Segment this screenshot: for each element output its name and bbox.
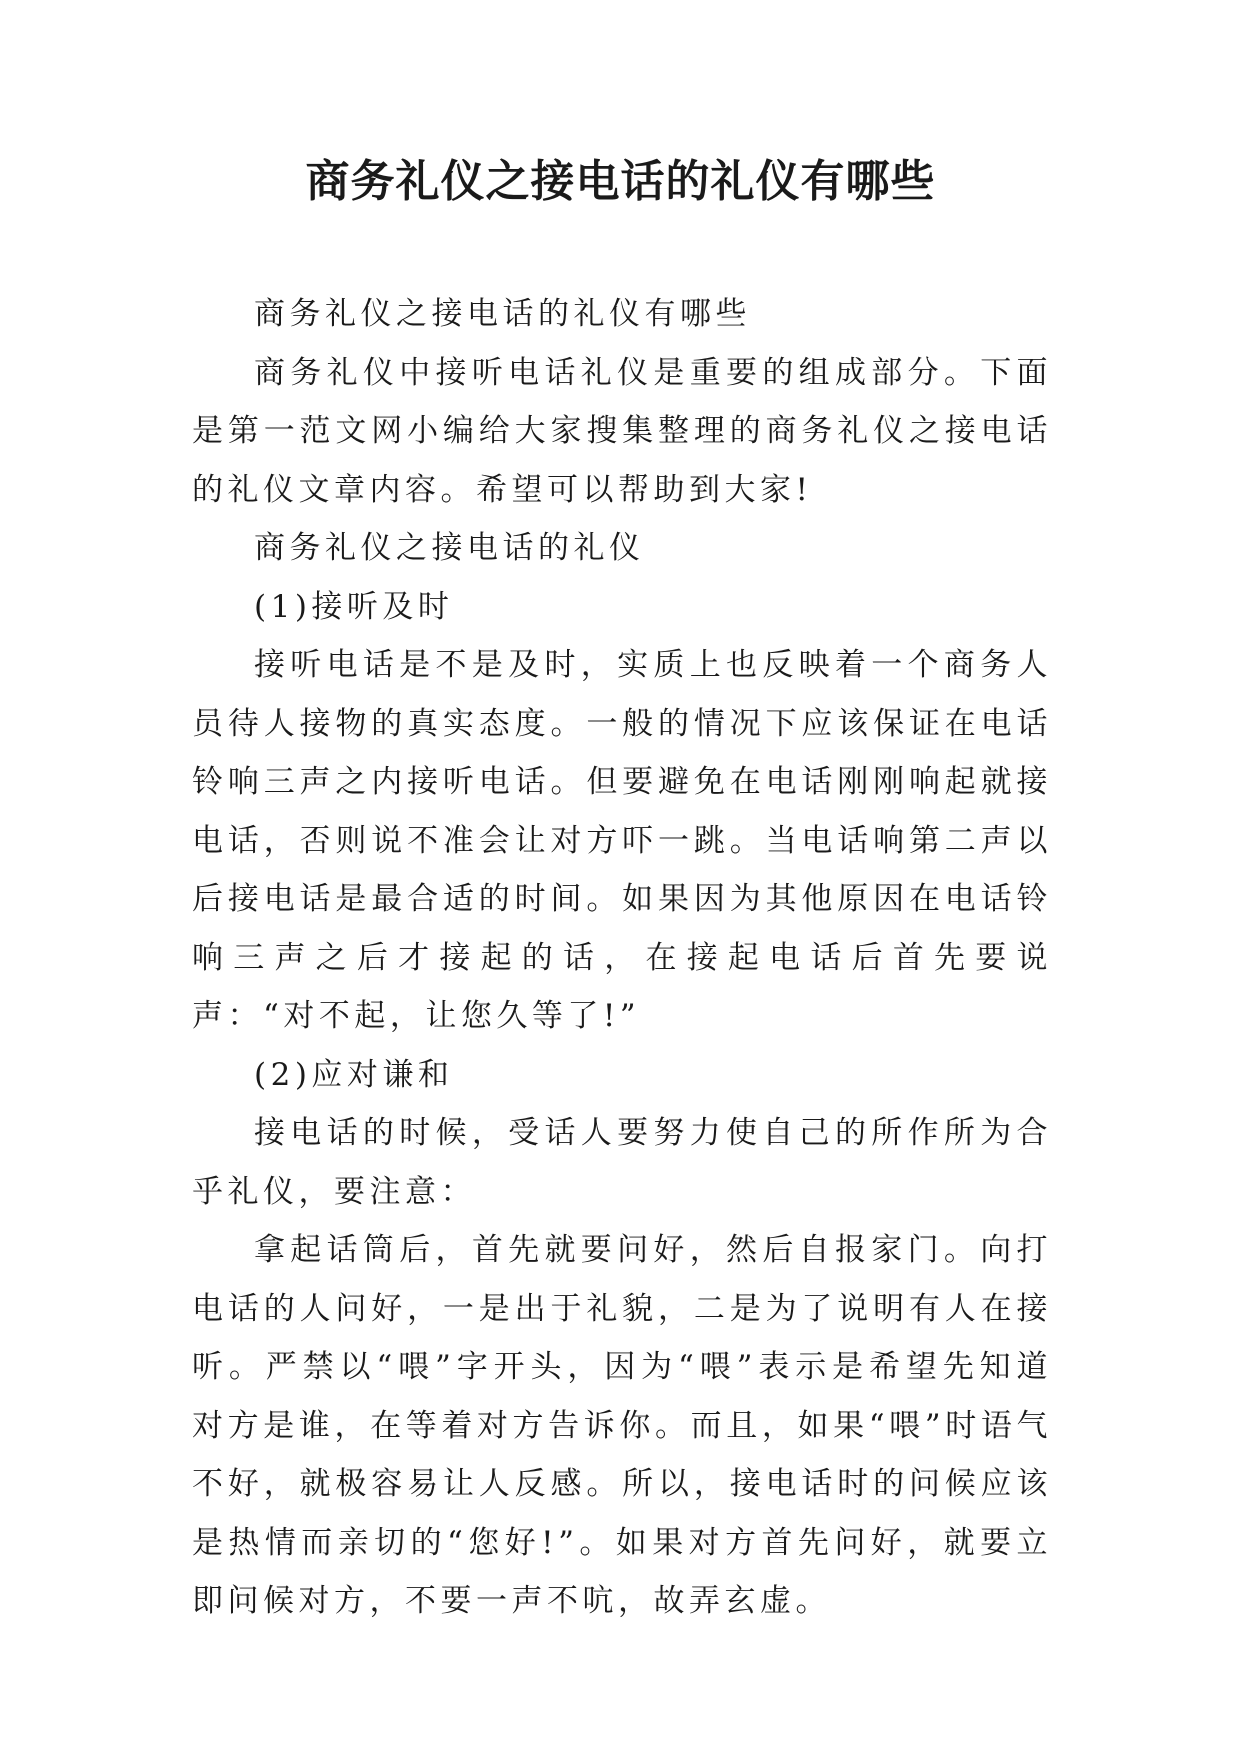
paragraph-answer-promptly: 接听电话是不是及时，实质上也反映着一个商务人员待人接物的真实态度。一般的情况下应该保证在电话铃响三声之内接听电话。但要避免在电话刚刚响起就接电话，否则说不准会让对方吓一跳。当电话响第二声以后接电话是最合适的时间。如果因为其他原因在电话铃响三声之后才接起的话，在接起电话后首先要说声：“对不起，让您久等了!”: [192, 647, 1052, 1034]
paragraph-subtitle: 商务礼仪之接电话的礼仪有哪些: [254, 296, 751, 332]
document-body: [192, 285, 1052, 1631]
paragraph-intro: 商务礼仪中接听电话礼仪是重要的组成部分。下面是第一范文网小编给大家搜集整理的商务礼仪之接电话的礼仪文章内容。希望可以帮助到大家!: [192, 354, 1052, 508]
paragraph-respond-politely: 接电话的时候，受话人要努力使自己的所作所为合乎礼仪，要注意：: [192, 1115, 1052, 1210]
paragraph-greeting: 拿起话筒后，首先就要问好，然后自报家门。向打电话的人问好，一是出于礼貌，二是为了说明有人在接听。严禁以“喂”字开头，因为“喂”表示是希望先知道对方是谁，在等着对方告诉你。而且，如果“喂”时语气不好，就极容易让人反感。所以，接电话时的问候应该是热情而亲切的“您好!”。如果对方首先问好，就要立即问候对方，不要一声不吭，故弄玄虚。: [192, 1232, 1052, 1619]
section-heading: 商务礼仪之接电话的礼仪: [254, 530, 645, 566]
document-title: 商务礼仪之接电话的礼仪有哪些: [305, 156, 936, 207]
subsection-heading-1: (1)接听及时: [254, 588, 454, 625]
subsection-heading-2: (2)应对谦和: [254, 1056, 454, 1093]
